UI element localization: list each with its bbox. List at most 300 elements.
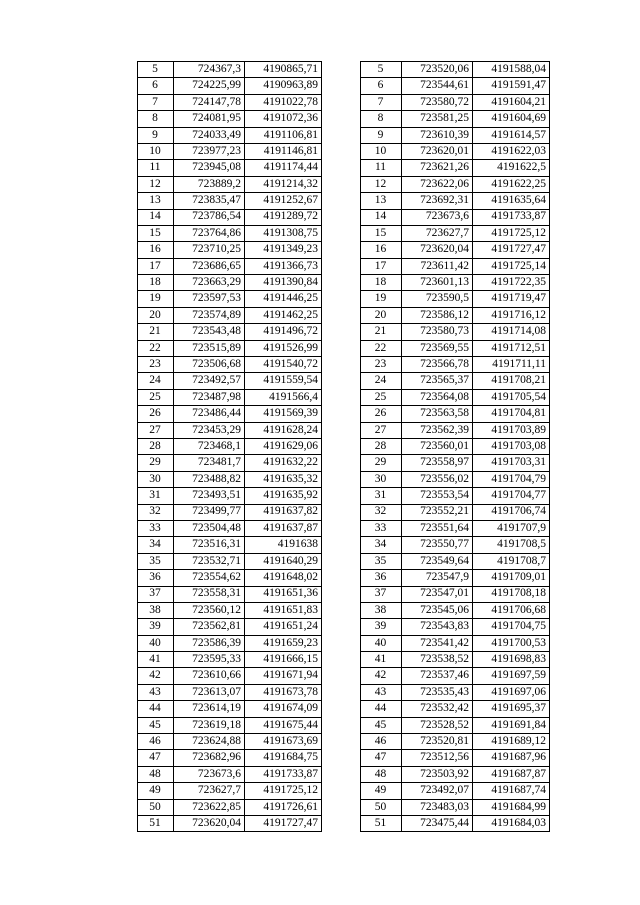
point-number: 5 [361,62,402,78]
x-coordinate: 723622,85 [174,799,245,815]
y-coordinate: 4191635,64 [473,193,550,209]
y-coordinate: 4191638 [245,537,322,553]
point-number: 16 [138,242,174,258]
x-coordinate: 723532,42 [402,701,473,717]
point-number: 35 [361,553,402,569]
point-number: 26 [138,406,174,422]
table-row [361,389,550,405]
point-number: 49 [361,783,402,799]
table-row [138,422,322,438]
point-number: 31 [361,488,402,504]
y-coordinate: 4191566,4 [245,389,322,405]
point-number: 37 [138,586,174,602]
y-coordinate: 4191711,11 [473,357,550,373]
y-coordinate: 4191637,82 [245,504,322,520]
y-coordinate: 4191703,89 [473,422,550,438]
y-coordinate: 4191622,03 [473,143,550,159]
y-coordinate: 4191703,08 [473,438,550,454]
table-row [361,766,550,782]
y-coordinate: 4191712,51 [473,340,550,356]
y-coordinate: 4191591,47 [473,78,550,94]
point-number: 19 [138,291,174,307]
y-coordinate: 4191704,79 [473,471,550,487]
table-row [138,668,322,684]
point-number: 43 [361,684,402,700]
y-coordinate: 4191705,54 [473,389,550,405]
x-coordinate: 723614,19 [174,701,245,717]
table-row [361,488,550,504]
x-coordinate: 723552,21 [402,504,473,520]
y-coordinate: 4191687,87 [473,766,550,782]
x-coordinate: 723515,89 [174,340,245,356]
coordinates-table-right [360,61,550,832]
point-number: 34 [138,537,174,553]
y-coordinate: 4191146,81 [245,143,322,159]
y-coordinate: 4191675,44 [245,717,322,733]
x-coordinate: 723492,57 [174,373,245,389]
table-row [361,717,550,733]
y-coordinate: 4191526,99 [245,340,322,356]
y-coordinate: 4191637,87 [245,520,322,536]
y-coordinate: 4191622,5 [473,160,550,176]
x-coordinate: 723945,08 [174,160,245,176]
y-coordinate: 4191673,69 [245,734,322,750]
x-coordinate: 723569,55 [402,340,473,356]
x-coordinate: 723620,04 [402,242,473,258]
point-number: 33 [361,520,402,536]
x-coordinate: 723565,37 [402,373,473,389]
y-coordinate: 4191214,32 [245,176,322,192]
y-coordinate: 4191725,12 [245,783,322,799]
point-number: 40 [361,635,402,651]
table-row [361,750,550,766]
x-coordinate: 723558,31 [174,586,245,602]
table-row [361,193,550,209]
table-row [138,619,322,635]
table-row [138,504,322,520]
point-number: 18 [138,275,174,291]
point-number: 25 [361,389,402,405]
table-row [361,438,550,454]
table-row [361,324,550,340]
point-number: 24 [138,373,174,389]
y-coordinate: 4191604,21 [473,94,550,110]
table-row [138,570,322,586]
point-number: 29 [361,455,402,471]
point-number: 9 [138,127,174,143]
x-coordinate: 723549,64 [402,553,473,569]
x-coordinate: 724367,3 [174,62,245,78]
x-coordinate: 723558,97 [402,455,473,471]
point-number: 41 [138,652,174,668]
x-coordinate: 723487,98 [174,389,245,405]
point-number: 15 [138,225,174,241]
x-coordinate: 723590,5 [402,291,473,307]
x-coordinate: 723686,65 [174,258,245,274]
y-coordinate: 4191648,02 [245,570,322,586]
y-coordinate: 4191496,72 [245,324,322,340]
table-row [361,455,550,471]
x-coordinate: 723610,66 [174,668,245,684]
point-number: 17 [138,258,174,274]
table-row [361,111,550,127]
y-coordinate: 4191709,01 [473,570,550,586]
table-row [138,242,322,258]
y-coordinate: 4191629,06 [245,438,322,454]
y-coordinate: 4191252,67 [245,193,322,209]
x-coordinate: 723499,77 [174,504,245,520]
x-coordinate: 723483,03 [402,799,473,815]
point-number: 15 [361,225,402,241]
x-coordinate: 723663,29 [174,275,245,291]
x-coordinate: 724033,49 [174,127,245,143]
y-coordinate: 4191708,7 [473,553,550,569]
point-number: 23 [138,357,174,373]
table-row [361,209,550,225]
point-number: 8 [361,111,402,127]
x-coordinate: 723620,01 [402,143,473,159]
y-coordinate: 4191719,47 [473,291,550,307]
point-number: 26 [361,406,402,422]
y-coordinate: 4191632,22 [245,455,322,471]
point-number: 37 [361,586,402,602]
point-number: 11 [361,160,402,176]
x-coordinate: 723543,48 [174,324,245,340]
y-coordinate: 4191684,03 [473,815,550,831]
y-coordinate: 4191635,32 [245,471,322,487]
table-row [138,357,322,373]
table-row [361,586,550,602]
y-coordinate: 4191673,78 [245,684,322,700]
y-coordinate: 4191708,18 [473,586,550,602]
x-coordinate: 723538,52 [402,652,473,668]
y-coordinate: 4191722,35 [473,275,550,291]
table-row [361,701,550,717]
y-coordinate: 4191659,23 [245,635,322,651]
point-number: 18 [361,275,402,291]
y-coordinate: 4190865,71 [245,62,322,78]
y-coordinate: 4191697,06 [473,684,550,700]
table-row [361,160,550,176]
table-row [361,258,550,274]
table-row [138,701,322,717]
y-coordinate: 4191733,87 [473,209,550,225]
point-number: 51 [138,815,174,831]
point-number: 34 [361,537,402,553]
x-coordinate: 723554,62 [174,570,245,586]
x-coordinate: 723610,39 [402,127,473,143]
point-number: 23 [361,357,402,373]
x-coordinate: 723506,68 [174,357,245,373]
point-number: 10 [138,143,174,159]
table-row [138,193,322,209]
x-coordinate: 723537,46 [402,668,473,684]
y-coordinate: 4191716,12 [473,307,550,323]
y-coordinate: 4191390,84 [245,275,322,291]
y-coordinate: 4191462,25 [245,307,322,323]
y-coordinate: 4191651,24 [245,619,322,635]
table-row [138,225,322,241]
x-coordinate: 723562,39 [402,422,473,438]
x-coordinate: 723622,06 [402,176,473,192]
y-coordinate: 4191704,81 [473,406,550,422]
point-number: 14 [361,209,402,225]
table-row [361,799,550,815]
point-number: 51 [361,815,402,831]
point-number: 35 [138,553,174,569]
table-row [361,225,550,241]
x-coordinate: 723550,77 [402,537,473,553]
point-number: 13 [138,193,174,209]
table-row [361,783,550,799]
x-coordinate: 723468,1 [174,438,245,454]
y-coordinate: 4191707,9 [473,520,550,536]
x-coordinate: 723516,31 [174,537,245,553]
x-coordinate: 724081,95 [174,111,245,127]
point-number: 36 [138,570,174,586]
y-coordinate: 4191559,54 [245,373,322,389]
table-row [361,520,550,536]
point-number: 47 [361,750,402,766]
x-coordinate: 723835,47 [174,193,245,209]
x-coordinate: 723545,06 [402,602,473,618]
table-row [138,602,322,618]
table-row [138,734,322,750]
point-number: 13 [361,193,402,209]
y-coordinate: 4191733,87 [245,766,322,782]
table-row [361,94,550,110]
table-row [138,717,322,733]
table-row [361,570,550,586]
y-coordinate: 4191446,25 [245,291,322,307]
table-row [361,471,550,487]
y-coordinate: 4191704,77 [473,488,550,504]
x-coordinate: 723486,44 [174,406,245,422]
table-row [361,602,550,618]
table-row [138,176,322,192]
x-coordinate: 723560,12 [174,602,245,618]
point-number: 12 [138,176,174,192]
point-number: 7 [138,94,174,110]
y-coordinate: 4191308,75 [245,225,322,241]
point-number: 44 [138,701,174,717]
y-coordinate: 4191687,96 [473,750,550,766]
point-number: 42 [361,668,402,684]
y-coordinate: 4191588,04 [473,62,550,78]
table-row [138,553,322,569]
point-number: 28 [138,438,174,454]
y-coordinate: 4191726,61 [245,799,322,815]
y-coordinate: 4191072,36 [245,111,322,127]
table-row [138,635,322,651]
table-row [361,406,550,422]
x-coordinate: 723547,01 [402,586,473,602]
y-coordinate: 4191540,72 [245,357,322,373]
point-number: 38 [138,602,174,618]
point-number: 5 [138,62,174,78]
table-row [361,815,550,831]
y-coordinate: 4191651,83 [245,602,322,618]
table-row [138,143,322,159]
point-number: 22 [138,340,174,356]
table-row [361,291,550,307]
y-coordinate: 4191689,12 [473,734,550,750]
table-row [138,799,322,815]
y-coordinate: 4191366,73 [245,258,322,274]
y-coordinate: 4191725,12 [473,225,550,241]
y-coordinate: 4191697,59 [473,668,550,684]
point-number: 44 [361,701,402,717]
table-row [361,62,550,78]
x-coordinate: 723488,82 [174,471,245,487]
coordinates-table-right-body [361,62,550,832]
point-number: 33 [138,520,174,536]
y-coordinate: 4190963,89 [245,78,322,94]
x-coordinate: 723619,18 [174,717,245,733]
y-coordinate: 4191349,23 [245,242,322,258]
x-coordinate: 723520,81 [402,734,473,750]
table-row [138,766,322,782]
point-number: 32 [138,504,174,520]
x-coordinate: 723543,83 [402,619,473,635]
table-row [138,750,322,766]
point-number: 38 [361,602,402,618]
x-coordinate: 723504,48 [174,520,245,536]
point-number: 25 [138,389,174,405]
y-coordinate: 4191727,47 [473,242,550,258]
point-number: 10 [361,143,402,159]
y-coordinate: 4191684,99 [473,799,550,815]
x-coordinate: 723620,04 [174,815,245,831]
y-coordinate: 4191684,75 [245,750,322,766]
x-coordinate: 723692,31 [402,193,473,209]
point-number: 30 [361,471,402,487]
point-number: 49 [138,783,174,799]
table-row [138,78,322,94]
point-number: 48 [361,766,402,782]
table-row [138,209,322,225]
point-number: 27 [361,422,402,438]
y-coordinate: 4191628,24 [245,422,322,438]
table-row [361,635,550,651]
y-coordinate: 4191635,92 [245,488,322,504]
point-number: 48 [138,766,174,782]
point-number: 6 [361,78,402,94]
point-number: 42 [138,668,174,684]
point-number: 40 [138,635,174,651]
x-coordinate: 723786,54 [174,209,245,225]
table-row [138,783,322,799]
table-row [138,455,322,471]
x-coordinate: 723627,7 [174,783,245,799]
y-coordinate: 4191700,53 [473,635,550,651]
x-coordinate: 723580,73 [402,324,473,340]
point-number: 32 [361,504,402,520]
point-number: 39 [138,619,174,635]
x-coordinate: 724225,99 [174,78,245,94]
point-number: 21 [138,324,174,340]
point-number: 45 [138,717,174,733]
table-row [138,488,322,504]
x-coordinate: 723580,72 [402,94,473,110]
table-row [361,275,550,291]
point-number: 43 [138,684,174,700]
x-coordinate: 723532,71 [174,553,245,569]
x-coordinate: 723611,42 [402,258,473,274]
x-coordinate: 723621,26 [402,160,473,176]
x-coordinate: 723475,44 [402,815,473,831]
x-coordinate: 723597,53 [174,291,245,307]
x-coordinate: 723682,96 [174,750,245,766]
y-coordinate: 4191708,21 [473,373,550,389]
table-row [361,734,550,750]
point-number: 21 [361,324,402,340]
table-row [138,684,322,700]
x-coordinate: 723453,29 [174,422,245,438]
x-coordinate: 723520,06 [402,62,473,78]
point-number: 50 [138,799,174,815]
point-number: 7 [361,94,402,110]
x-coordinate: 723481,7 [174,455,245,471]
point-number: 6 [138,78,174,94]
point-number: 28 [361,438,402,454]
point-number: 20 [138,307,174,323]
table-row [138,94,322,110]
point-number: 46 [138,734,174,750]
x-coordinate: 723535,43 [402,684,473,700]
y-coordinate: 4191289,72 [245,209,322,225]
y-coordinate: 4191687,74 [473,783,550,799]
x-coordinate: 723586,39 [174,635,245,651]
y-coordinate: 4191674,09 [245,701,322,717]
x-coordinate: 723574,89 [174,307,245,323]
table-row [138,471,322,487]
table-row [361,357,550,373]
y-coordinate: 4191666,15 [245,652,322,668]
point-number: 11 [138,160,174,176]
x-coordinate: 723710,25 [174,242,245,258]
point-number: 8 [138,111,174,127]
table-row [361,619,550,635]
table-row [361,242,550,258]
point-number: 45 [361,717,402,733]
table-row [138,586,322,602]
point-number: 47 [138,750,174,766]
x-coordinate: 723624,88 [174,734,245,750]
table-row [361,373,550,389]
point-number: 20 [361,307,402,323]
table-row [361,668,550,684]
y-coordinate: 4191691,84 [473,717,550,733]
point-number: 19 [361,291,402,307]
table-row [138,406,322,422]
table-row [361,652,550,668]
x-coordinate: 723528,52 [402,717,473,733]
table-row [138,291,322,307]
y-coordinate: 4191695,37 [473,701,550,717]
x-coordinate: 723560,01 [402,438,473,454]
y-coordinate: 4191622,25 [473,176,550,192]
x-coordinate: 723673,6 [174,766,245,782]
y-coordinate: 4191708,5 [473,537,550,553]
y-coordinate: 4191569,39 [245,406,322,422]
point-number: 12 [361,176,402,192]
point-number: 41 [361,652,402,668]
x-coordinate: 723547,9 [402,570,473,586]
y-coordinate: 4191698,83 [473,652,550,668]
x-coordinate: 723562,81 [174,619,245,635]
x-coordinate: 723503,92 [402,766,473,782]
